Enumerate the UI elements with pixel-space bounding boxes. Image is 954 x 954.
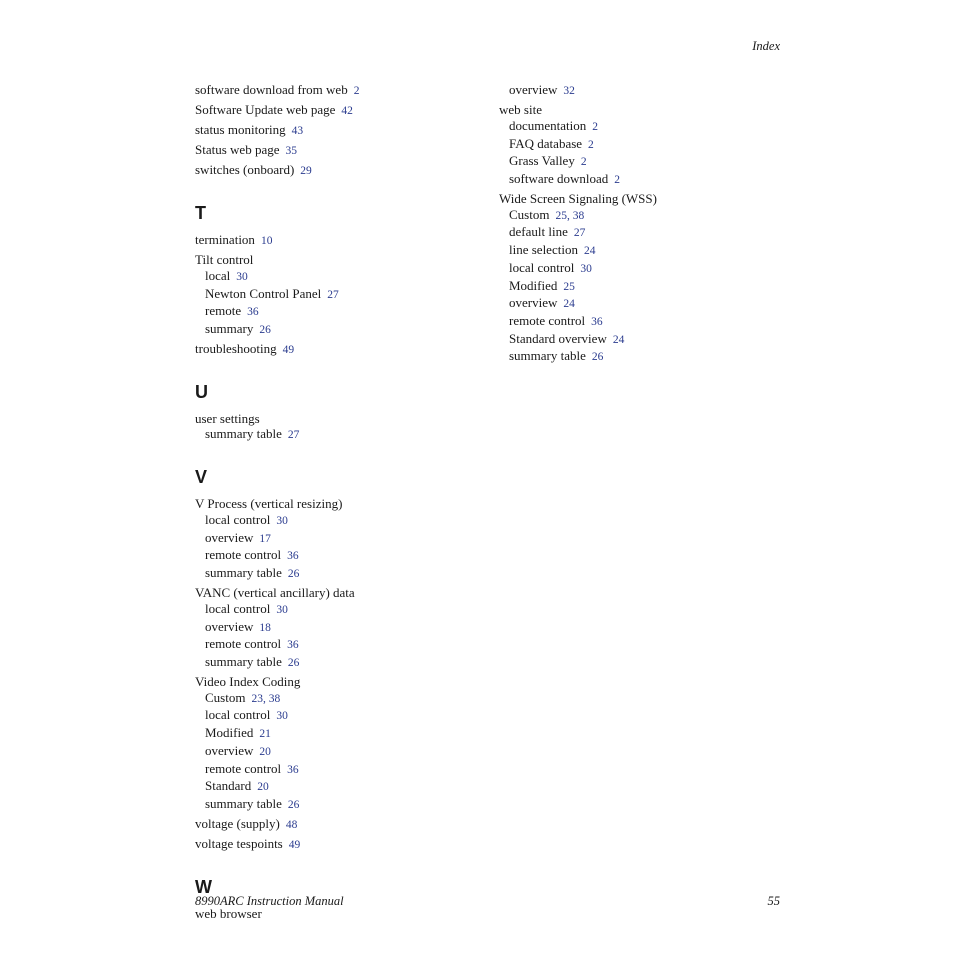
index-term: line selection [509,242,578,258]
index-entry [195,82,485,100]
index-term: summary table [509,348,586,364]
index-subentry [195,512,485,530]
page-reference-link[interactable]: 36 [591,315,603,328]
index-subentry [195,530,485,548]
index-subentry [195,565,485,583]
index-term: remote control [205,547,282,563]
index-term: Video Index Coding [195,674,301,689]
index-subentry [195,707,485,725]
index-term: Grass Valley [509,153,575,169]
index-term: Modified [205,725,254,741]
page-reference-link[interactable]: 2 [588,138,594,151]
page-reference-link[interactable]: 26 [591,351,604,364]
index-term: software download from web [195,82,348,97]
page-reference-link[interactable]: 30 [276,710,288,723]
index-term: Wide Screen Signaling (WSS) [499,191,657,206]
index-entry [195,252,485,268]
page-reference-link[interactable]: 49 [288,839,301,852]
index-term: Software Update web page [195,102,336,118]
index-subentry [499,224,789,242]
page-reference-link[interactable]: 2 [614,173,621,186]
index-subentry [499,331,789,349]
page-reference-link[interactable]: 30 [236,270,248,283]
index-term: summary table [205,795,282,811]
page-reference-link[interactable]: 48 [285,819,298,832]
page-reference-link[interactable]: 27 [287,429,300,442]
index-term: V Process (vertical resizing) [195,496,343,512]
index-subentry [499,153,789,171]
index-subentry [499,295,789,313]
page-reference-link[interactable]: 26 [287,798,300,811]
page-reference-link[interactable]: 43 [291,125,304,138]
index-subentry [499,278,789,296]
index-subentry [195,303,485,321]
index-subentry [195,636,485,654]
index-entry [195,232,485,250]
index-term: web browser [195,905,262,921]
index-entry [195,674,485,690]
index-entry [195,411,485,427]
page-reference-link[interactable]: 20 [259,745,271,758]
running-header: Index [752,39,780,53]
page-reference-link[interactable]: 26 [259,323,271,336]
index-subentry [499,207,789,225]
page-reference-link[interactable]: 36 [287,550,299,563]
index-term: voltage tespoints [195,836,283,852]
index-term: status monitoring [195,122,286,138]
index-column-right [499,82,789,366]
index-term: summary [205,320,254,336]
index-entry [195,102,485,120]
index-subentry [195,725,485,743]
page-reference-link[interactable]: 26 [287,568,300,580]
page-reference-link[interactable]: 25, 38 [555,209,585,222]
index-term: FAQ database [509,135,583,151]
index-term: summary table [205,653,282,669]
index-term: Status web page [195,142,280,158]
index-term: Modified [509,277,558,293]
index-subentry [195,743,485,761]
index-term: local control [205,600,271,616]
page-reference-link[interactable]: 2 [580,156,587,169]
index-term: overview [509,295,558,311]
index-term: troubleshooting [195,341,277,357]
page-reference-link[interactable]: 32 [563,85,575,97]
index-subentry [195,761,485,779]
index-term: summary table [205,565,282,580]
index-subentry [195,426,485,444]
index-term: Standard overview [509,330,607,346]
index-term: local control [205,511,271,527]
index-entry [195,496,485,512]
page-reference-link[interactable]: 30 [276,603,288,616]
page-reference-link[interactable]: 21 [259,728,271,741]
index-subentry [499,136,789,154]
index-subentry [499,82,789,100]
page-reference-link[interactable]: 29 [300,165,312,178]
index-term: user settings [195,410,260,426]
page-reference-link[interactable]: 36 [247,306,259,319]
index-entry [195,142,485,160]
index-subentry [499,242,789,260]
index-term: VANC (vertical ancillary) data [195,585,355,601]
index-term: overview [205,742,254,758]
index-term: remote [205,303,242,319]
index-entry [195,162,485,180]
index-subentry [195,268,485,286]
index-term: local control [205,707,271,723]
index-term: overview [205,618,254,634]
page-reference-link[interactable]: 26 [287,656,300,669]
index-subentry [195,547,485,565]
index-entry [499,102,789,118]
page-reference-link[interactable]: 23, 38 [251,692,281,705]
page-reference-link[interactable]: 27 [573,227,586,240]
index-term: overview [509,82,558,97]
page-reference-link[interactable]: 24 [612,333,625,346]
index-term: local [205,267,231,283]
index-term: termination [195,232,255,248]
index-term: overview [205,529,254,545]
index-entry [195,816,485,834]
page-reference-link[interactable]: 30 [580,262,592,275]
index-term: remote control [509,312,586,328]
index-entry [195,836,485,854]
index-subentry [195,286,485,304]
index-term: Tilt control [195,252,254,268]
page-reference-link[interactable]: 17 [259,532,271,545]
page-reference-link[interactable]: 49 [282,344,295,357]
index-letter-heading: V [195,467,208,488]
index-entry [195,122,485,140]
index-subentry [195,321,485,339]
index-term: local control [509,259,575,275]
index-entry [499,191,789,207]
index-term: documentation [509,117,587,133]
index-subentry [195,690,485,708]
page-reference-link[interactable]: 25 [563,280,575,293]
index-subentry [195,619,485,637]
page-reference-link[interactable]: 35 [285,145,297,158]
index-letter-heading: W [195,876,212,897]
index-term: remote control [205,636,282,652]
index-entry [195,585,485,601]
page-reference-link[interactable]: 2 [592,120,599,133]
page-reference-link[interactable]: 30 [276,514,288,527]
footer-manual-title: 8990ARC Instruction Manual [195,894,344,908]
index-term: software download [509,170,609,186]
index-subentry [499,171,789,189]
index-subentry [499,348,789,366]
index-subentry [195,654,485,672]
index-term: switches (onboard) [195,162,295,178]
index-letter-heading: U [195,381,208,402]
index-subentry [499,260,789,278]
index-term: Standard [205,778,252,794]
index-subentry [499,313,789,331]
index-term: voltage (supply) [195,816,280,832]
index-term: Custom [509,206,550,222]
page-reference-link[interactable]: 42 [341,105,353,118]
index-term: Newton Control Panel [205,285,322,301]
page-reference-link[interactable]: 36 [287,763,299,776]
page-reference-link[interactable]: 27 [327,288,339,301]
index-entry [195,341,485,359]
index-subentry [195,601,485,619]
page-reference-link[interactable]: 2 [353,85,360,97]
page-reference-link[interactable]: 20 [257,781,269,794]
index-term: default line [509,224,568,240]
page-reference-link[interactable]: 24 [583,245,596,258]
page-reference-link[interactable]: 36 [287,639,299,652]
index-subentry [499,118,789,136]
index-term: summary table [205,426,282,442]
page-reference-link[interactable]: 10 [260,235,273,248]
index-subentry [195,796,485,814]
index-subentry [195,778,485,796]
index-term: Custom [205,689,246,705]
page-reference-link[interactable]: 18 [259,621,271,634]
index-letter-heading: T [195,203,206,224]
index-term: remote control [205,760,282,776]
index-column-left [195,82,485,922]
footer-page-number: 55 [767,894,780,908]
page-reference-link[interactable]: 24 [563,298,575,311]
index-term: web site [499,102,542,118]
